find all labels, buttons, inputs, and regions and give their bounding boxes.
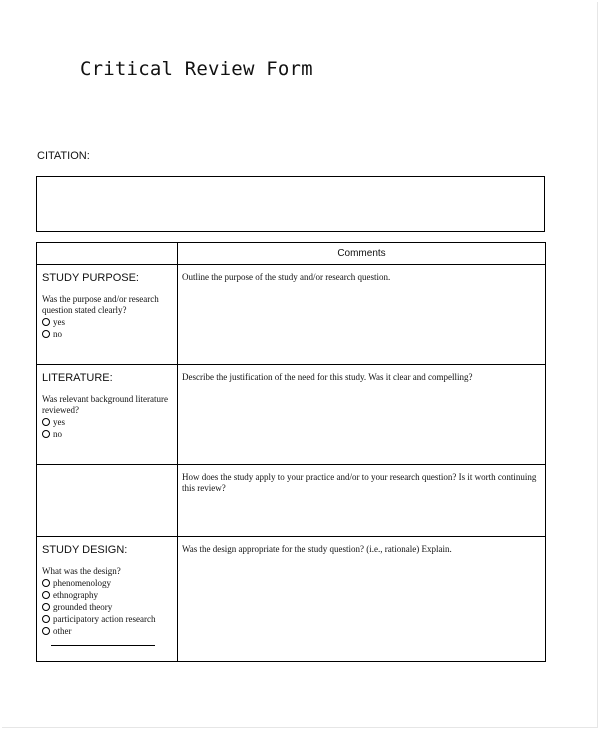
radio-icon[interactable] xyxy=(42,430,50,438)
study-purpose-label: STUDY PURPOSE: xyxy=(42,272,139,284)
radio-icon[interactable] xyxy=(42,603,50,611)
study-design-option-participatory-action-research[interactable]: participatory action research xyxy=(42,613,177,625)
table-row-study-design xyxy=(37,537,546,662)
study-purpose-comment-prompt: Outline the purpose of the study and/or research question. xyxy=(182,272,391,282)
radio-icon[interactable] xyxy=(42,418,50,426)
literature-comment-cell[interactable] xyxy=(178,365,546,465)
study-design-option-ethnography[interactable]: ethnography xyxy=(42,589,177,601)
other-specify-line[interactable] xyxy=(51,645,155,646)
table-row-literature xyxy=(37,365,546,465)
study-design-label: STUDY DESIGN: xyxy=(42,544,128,556)
radio-icon[interactable] xyxy=(42,318,50,326)
citation-field[interactable] xyxy=(36,176,545,232)
comments-header: Comments xyxy=(178,243,546,265)
form-title: Critical Review Form xyxy=(80,58,313,80)
study-design-option-other[interactable]: other xyxy=(42,625,177,637)
study-design-comment-prompt: Was the design appropriate for the study question? (i.e., rationale) Explain. xyxy=(182,544,452,554)
radio-icon[interactable] xyxy=(42,579,50,587)
literature-question: Was relevant background literature reviewed? xyxy=(42,394,168,415)
radio-icon[interactable] xyxy=(42,615,50,623)
table-row-applicability xyxy=(37,465,546,537)
literature-cell xyxy=(37,365,178,465)
study-purpose-question: Was the purpose and/or research question stated clearly? xyxy=(42,294,159,315)
table-row-study-purpose xyxy=(37,265,546,365)
study-design-cell xyxy=(37,537,178,662)
study-purpose-option-yes[interactable]: yes xyxy=(42,316,177,328)
applicability-cell xyxy=(37,465,178,537)
radio-icon[interactable] xyxy=(42,591,50,599)
header-empty-cell xyxy=(37,243,178,265)
literature-label: LITERATURE: xyxy=(42,372,113,384)
applicability-comment-cell[interactable] xyxy=(178,465,546,537)
review-table xyxy=(36,242,546,662)
citation-label: CITATION: xyxy=(37,150,90,162)
study-purpose-comment-cell[interactable] xyxy=(178,265,546,365)
applicability-comment-prompt: How does the study apply to your practice and/or to your research question? Is it worth continuing this review? xyxy=(182,472,537,493)
study-design-question: What was the design? xyxy=(42,566,121,576)
study-purpose-option-no[interactable]: no xyxy=(42,328,177,340)
literature-option-no[interactable]: no xyxy=(42,428,177,440)
literature-comment-prompt: Describe the justification of the need for this study. Was it clear and compelling? xyxy=(182,372,473,382)
study-design-comment-cell[interactable] xyxy=(178,537,546,662)
radio-icon[interactable] xyxy=(42,330,50,338)
radio-icon[interactable] xyxy=(42,627,50,635)
study-design-option-grounded-theory[interactable]: grounded theory xyxy=(42,601,177,613)
study-purpose-cell xyxy=(37,265,178,365)
table-header-row xyxy=(37,243,546,265)
literature-option-yes[interactable]: yes xyxy=(42,416,177,428)
study-design-option-phenomenology[interactable]: phenomenology xyxy=(42,577,177,589)
